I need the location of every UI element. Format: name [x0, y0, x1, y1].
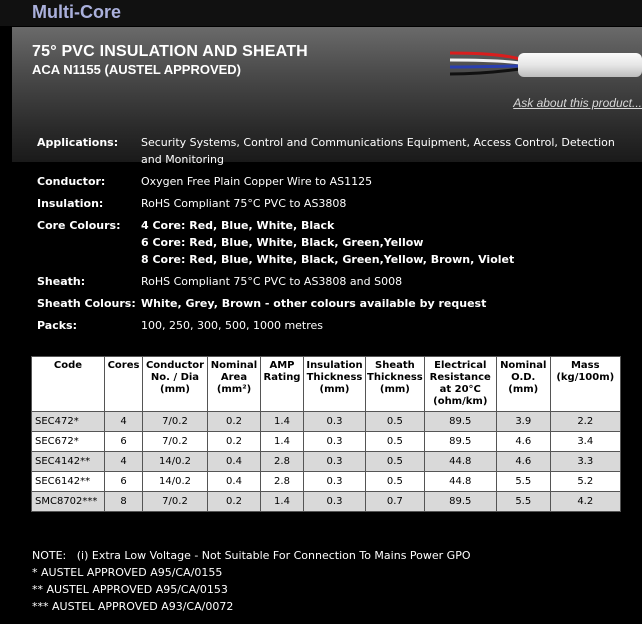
- cell-cores: 6: [105, 472, 143, 492]
- product-subtitle: ACA N1155 (AUSTEL APPROVED): [32, 62, 242, 77]
- table-header-row: [32, 357, 621, 412]
- cell-mass: 4.2: [550, 492, 620, 512]
- cell-resistance: 44.8: [424, 452, 496, 472]
- spec-label: Packs:: [37, 319, 77, 332]
- col-header-code: Code: [32, 357, 105, 412]
- cell-amp: 1.4: [261, 492, 304, 512]
- cell-mass: 5.2: [550, 472, 620, 492]
- spec-label: Conductor:: [37, 175, 106, 188]
- cell-resistance: 89.5: [424, 412, 496, 432]
- core-colours-4: 4 Core: Red, Blue, White, Black: [141, 219, 335, 232]
- cell-area: 0.2: [208, 412, 261, 432]
- cell-od: 4.6: [496, 452, 550, 472]
- cell-code: SMC8702***: [32, 492, 105, 512]
- core-colours-8: 8 Core: Red, Blue, White, Black, Green,Yellow, Brown, Violet: [141, 253, 515, 266]
- table-row: [32, 492, 621, 512]
- cell-od: 3.9: [496, 412, 550, 432]
- cell-amp: 2.8: [261, 472, 304, 492]
- top-bar: [0, 0, 642, 26]
- spec-applications: [37, 134, 637, 170]
- cell-insulation: 0.3: [304, 412, 366, 432]
- cell-resistance: 89.5: [424, 492, 496, 512]
- cell-cores: 8: [105, 492, 143, 512]
- cell-cores: 4: [105, 452, 143, 472]
- cell-resistance: 89.5: [424, 432, 496, 452]
- table-row: [32, 452, 621, 472]
- cell-conductor: 7/0.2: [143, 492, 208, 512]
- cell-amp: 2.8: [261, 452, 304, 472]
- spec-value: RoHS Compliant 75°C PVC to AS3808: [141, 197, 347, 210]
- cell-conductor: 14/0.2: [143, 452, 208, 472]
- note-approval-3: *** AUSTEL APPROVED A93/CA/0072: [32, 600, 234, 613]
- spec-value: Security Systems, Control and Communications Equipment, Access Control, Detection and Monitoring: [141, 136, 615, 166]
- cell-resistance: 44.8: [424, 472, 496, 492]
- cell-amp: 1.4: [261, 412, 304, 432]
- cell-code: SEC4142**: [32, 452, 105, 472]
- col-header-cores: Cores: [105, 357, 143, 412]
- col-header-od: Nominal O.D. (mm): [496, 357, 550, 412]
- cell-od: 4.6: [496, 432, 550, 452]
- cell-conductor: 7/0.2: [143, 432, 208, 452]
- cell-area: 0.2: [208, 492, 261, 512]
- cell-insulation: 0.3: [304, 452, 366, 472]
- col-header-area: Nominal Area (mm²): [208, 357, 261, 412]
- product-title: 75° PVC INSULATION AND SHEATH: [32, 43, 308, 60]
- cell-area: 0.4: [208, 452, 261, 472]
- note-voltage: NOTE: (i) Extra Low Voltage - Not Suitable For Connection To Mains Power GPO: [32, 549, 471, 562]
- cell-od: 5.5: [496, 492, 550, 512]
- spec-label: Insulation:: [37, 197, 104, 210]
- cell-code: SEC472*: [32, 412, 105, 432]
- col-header-amp: AMP Rating: [261, 357, 304, 412]
- col-header-conductor: Conductor No. / Dia (mm): [143, 357, 208, 412]
- note-approval-2: ** AUSTEL APPROVED A95/CA/0153: [32, 583, 228, 596]
- spec-value: Oxygen Free Plain Copper Wire to AS1125: [141, 175, 373, 188]
- table-row: [32, 412, 621, 432]
- cell-mass: 3.3: [550, 452, 620, 472]
- cell-sheath: 0.7: [366, 492, 425, 512]
- cell-amp: 1.4: [261, 432, 304, 452]
- cell-od: 5.5: [496, 472, 550, 492]
- cell-code: SEC672*: [32, 432, 105, 452]
- cell-insulation: 0.3: [304, 432, 366, 452]
- cell-cores: 4: [105, 412, 143, 432]
- col-header-mass: Mass (kg/100m): [550, 357, 620, 412]
- cell-sheath: 0.5: [366, 412, 425, 432]
- cell-insulation: 0.3: [304, 492, 366, 512]
- spec-label: Applications:: [37, 136, 119, 149]
- cell-area: 0.4: [208, 472, 261, 492]
- col-header-resistance: Electrical Resistance at 20°C (ohm/km): [424, 357, 496, 412]
- cell-code: SEC6142**: [32, 472, 105, 492]
- cell-sheath: 0.5: [366, 472, 425, 492]
- notes-section: [32, 547, 471, 615]
- cell-cores: 6: [105, 432, 143, 452]
- cell-area: 0.2: [208, 432, 261, 452]
- cell-conductor: 7/0.2: [143, 412, 208, 432]
- spec-label: Sheath:: [37, 275, 86, 288]
- cell-sheath: 0.5: [366, 432, 425, 452]
- cell-mass: 3.4: [550, 432, 620, 452]
- ask-about-product-link[interactable]: Ask about this product...: [513, 96, 642, 110]
- spec-value: 100, 250, 300, 500, 1000 metres: [141, 319, 324, 332]
- cell-conductor: 14/0.2: [143, 472, 208, 492]
- table-row: [32, 472, 621, 492]
- cell-insulation: 0.3: [304, 472, 366, 492]
- spec-value: White, Grey, Brown - other colours available by request: [141, 297, 487, 310]
- brand-title: Multi-Core: [32, 2, 121, 22]
- spec-label: Sheath Colours:: [37, 297, 136, 310]
- col-header-sheath: Sheath Thickness (mm): [366, 357, 425, 412]
- core-colours-6: 6 Core: Red, Blue, White, Black, Green,Yellow: [141, 236, 424, 249]
- col-header-insulation: Insulation Thickness (mm): [304, 357, 366, 412]
- cable-spec-table: [31, 356, 621, 512]
- cell-mass: 2.2: [550, 412, 620, 432]
- spec-value: RoHS Compliant 75°C PVC to AS3808 and S008: [141, 275, 403, 288]
- note-approval-1: * AUSTEL APPROVED A95/CA/0155: [32, 566, 223, 579]
- spec-label: Core Colours:: [37, 219, 121, 232]
- table-row: [32, 432, 621, 452]
- cell-sheath: 0.5: [366, 452, 425, 472]
